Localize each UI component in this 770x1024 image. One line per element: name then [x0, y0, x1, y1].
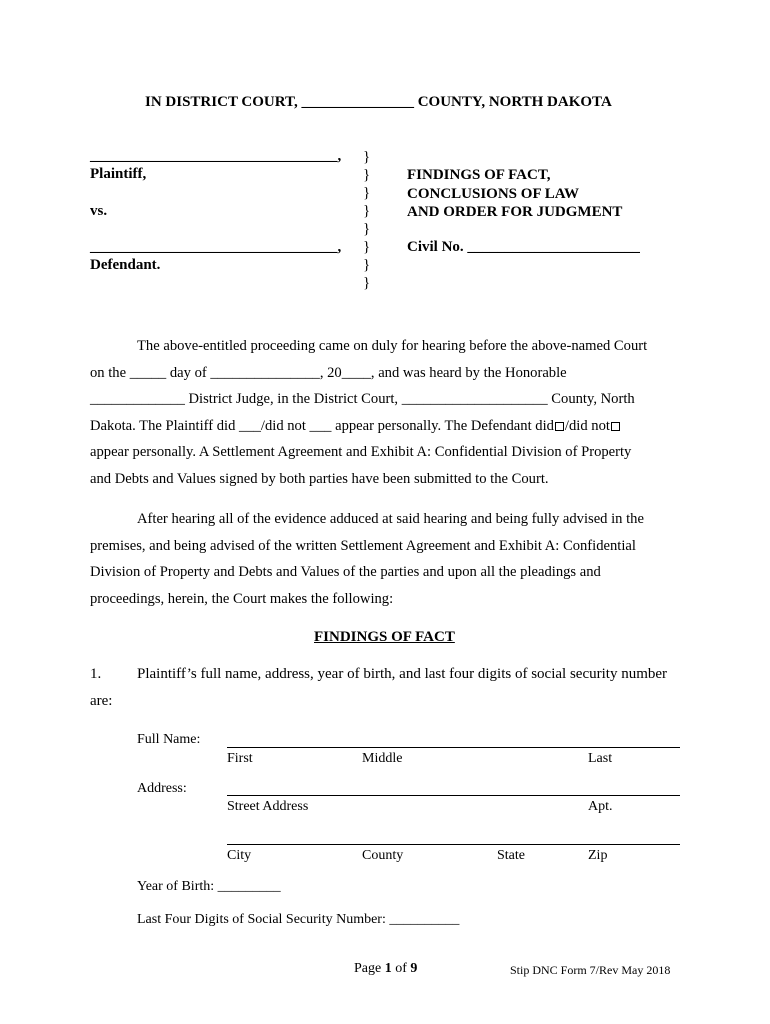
- city-caption: City: [227, 848, 252, 863]
- paragraph-hearing: The above-entitled proceeding came on duly for hearing before the above-named Court on the _____ day of _______________, 20____, and was heard by the Honorable _____________ District Judge, in the District Court, ____________________ County, North Dakota. The Plaintiff did ___/did not ___ appear personally. The Defendant did /did not appear personally. A Settlement Agreement and Exhibit A: Confidential Division of Property and Debts and Values signed by both parties have been submitted to the Court.: [90, 338, 648, 487]
- findings-heading: FINDINGS OF FACT: [314, 629, 455, 645]
- defendant-name-blank[interactable]: _________________________________,: [90, 239, 342, 255]
- item-text-continued: are:: [90, 693, 113, 709]
- civil-number-field[interactable]: Civil No. _______________________: [407, 239, 640, 255]
- street-address-caption: Street Address: [227, 799, 309, 814]
- item-text: Plaintiff’s full name, address, year of birth, and last four digits of social security number: [137, 666, 668, 682]
- court-heading: IN DISTRICT COURT, _______________ COUNTY, NORTH DAKOTA: [145, 94, 612, 110]
- street-address-line[interactable]: [227, 795, 680, 796]
- form-identifier: Stip DNC Form 7/Rev May 2018: [510, 963, 671, 977]
- city-state-zip-line[interactable]: [227, 844, 680, 845]
- address-label: Address:: [137, 781, 187, 796]
- paragraph-evidence: After hearing all of the evidence adduced at said hearing and being fully advised in the premises, and being advised of the written Settlement Agreement and Exhibit A: Confidential Division of Property and Debts and Values of the parties and upon all the pleadings and proceedings, herein, the Court makes the following:: [90, 511, 644, 607]
- caption-brace: } } } } } } } }: [363, 149, 371, 291]
- state-caption: State: [497, 848, 525, 863]
- apt-caption: Apt.: [588, 799, 613, 814]
- middle-name-caption: Middle: [362, 751, 403, 766]
- year-of-birth-field[interactable]: Year of Birth: _________: [137, 879, 281, 894]
- first-name-caption: First: [227, 751, 253, 766]
- document-title: FINDINGS OF FACT, CONCLUSIONS OF LAW AND ORDER FOR JUDGMENT: [407, 167, 623, 220]
- ssn-last-four-field[interactable]: Last Four Digits of Social Security Number: __________: [137, 912, 460, 927]
- page-number: Page 1 of 9: [354, 961, 418, 976]
- vs-label: vs.: [90, 203, 108, 219]
- county-caption: County: [362, 848, 404, 863]
- full-name-line[interactable]: [227, 747, 680, 748]
- defendant-did-checkbox[interactable]: [555, 422, 564, 431]
- plaintiff-label: Plaintiff,: [90, 166, 147, 182]
- plaintiff-name-blank[interactable]: _________________________________,: [90, 148, 342, 164]
- last-name-caption: Last: [588, 751, 613, 766]
- zip-caption: Zip: [588, 848, 608, 863]
- defendant-did-not-checkbox[interactable]: [611, 422, 620, 431]
- full-name-label: Full Name:: [137, 732, 201, 747]
- defendant-label: Defendant.: [90, 257, 161, 273]
- item-number: 1.: [90, 666, 102, 682]
